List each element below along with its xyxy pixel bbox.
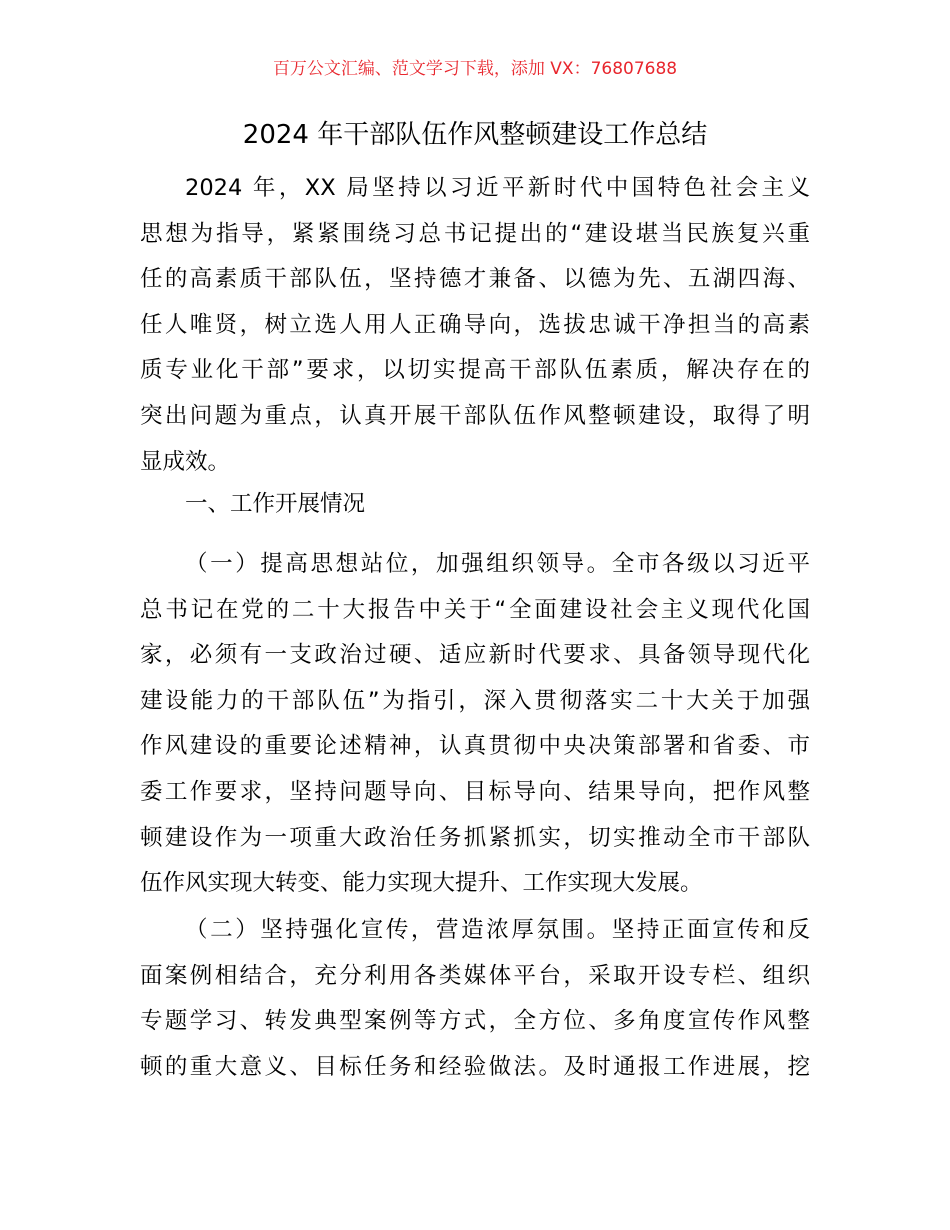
paragraph-line: 思想为指导，紧紧围绕习总书记提出的“建设堪当民族复兴重 <box>140 220 810 247</box>
paragraph-line: 质专业化干部”要求，以切实提高干部队伍素质，解决存在的 <box>140 357 810 384</box>
paragraph-line: 面案例相结合，充分利用各类媒体平台，采取开设专栏、组织 <box>140 962 810 989</box>
paragraph-line: 建设能力的干部队伍”为指引，深入贯彻落实二十大关于加强 <box>140 687 810 714</box>
page-title: 2024 年干部队伍作风整顿建设工作总结 <box>242 120 708 150</box>
paragraph-line: 任人唯贤，树立选人用人正确导向，选拔忠诚干净担当的高素 <box>140 311 810 338</box>
paragraph-line: （一）提高思想站位，加强组织领导。全市各级以习近平 <box>185 551 810 577</box>
paragraph-intro <box>140 166 810 485</box>
paragraph-line: 突出问题为重点，认真开展干部队伍作风整顿建设，取得了明 <box>140 402 810 429</box>
paragraph-line: 显成效。 <box>140 448 231 475</box>
paragraph-section-2 <box>140 908 810 1090</box>
paragraph-line: 2024 年，XX 局坚持以习近平新时代中国特色社会主义 <box>185 175 810 201</box>
header-note: 百万公文汇编、范文学习下载，添加 VX：76807688 <box>272 59 678 79</box>
paragraph-line: （二）坚持强化宣传，营造浓厚氛围。坚持正面宣传和反 <box>185 917 810 943</box>
section-heading <box>140 482 810 528</box>
paragraph-line: 家，必须有一支政治过硬、适应新时代要求、具备领导现代化 <box>140 642 810 669</box>
paragraph-line: 伍作风实现大转变、能力实现大提升、工作实现大发展。 <box>140 870 703 897</box>
paragraph-line: 顿建设作为一项重大政治任务抓紧抓实，切实推动全市干部队 <box>140 824 810 851</box>
section-heading-text: 一、工作开展情况 <box>185 491 366 517</box>
paragraph-line: 总书记在党的二十大报告中关于“全面建设社会主义现代化国 <box>140 596 810 623</box>
paragraph-line: 任的高素质干部队伍，坚持德才兼备、以德为先、五湖四海、 <box>140 266 810 293</box>
paragraph-line: 委工作要求，坚持问题导向、目标导向、结果导向，把作风整 <box>140 778 810 805</box>
paragraph-line: 作风建设的重要论述精神，认真贯彻中央决策部署和省委、市 <box>140 733 810 760</box>
paragraph-line: 专题学习、转发典型案例等方式，全方位、多角度宣传作风整 <box>140 1008 810 1035</box>
paragraph-section-1 <box>140 542 810 907</box>
paragraph-line: 顿的重大意义、目标任务和经验做法。及时通报工作进展，挖 <box>140 1053 810 1080</box>
